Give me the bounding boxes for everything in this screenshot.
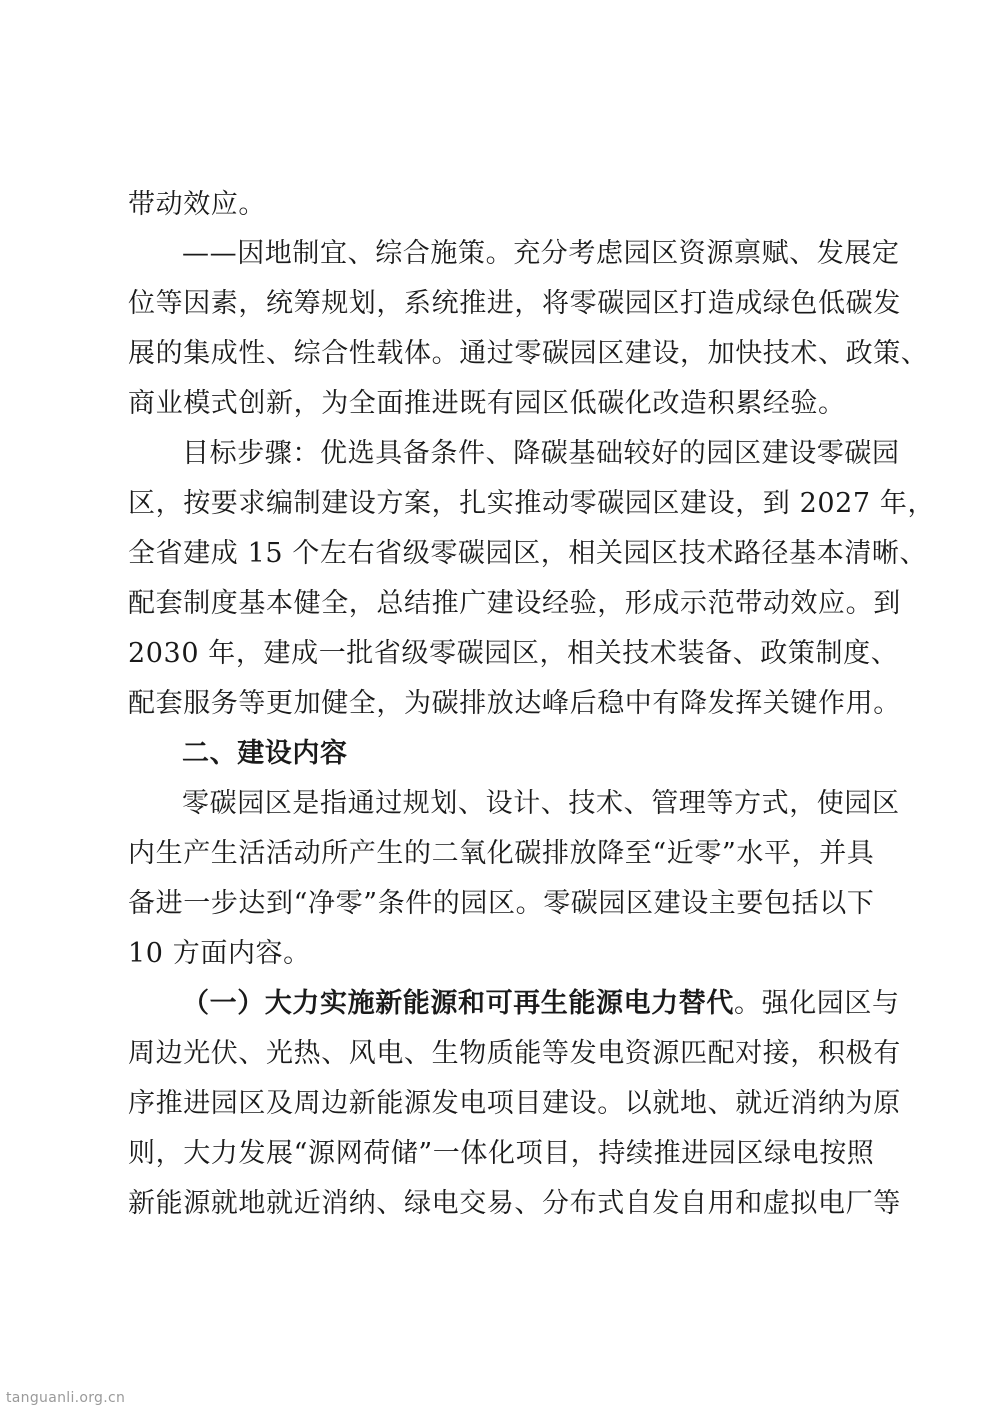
paragraph-line: 序推进园区及周边新能源发电项目建设。以就地、就近消纳为原 — [128, 1088, 901, 1119]
subheading-continuation: 。强化园区与 — [734, 988, 900, 1019]
paragraph-line: 内生产生活活动所产生的二氧化碳排放降至“近零”水平，并具 — [128, 838, 875, 869]
paragraph-line: 带动效应。 — [128, 189, 266, 220]
paragraph-line: 全省建成 15 个左右省级零碳园区，相关园区技术路径基本清晰、 — [128, 538, 928, 569]
paragraph-line: 零碳园区是指通过规划、设计、技术、管理等方式，使园区 — [182, 788, 900, 819]
paragraph-line: ——因地制宜、综合施策。充分考虑园区资源禀赋、发展定 — [182, 238, 900, 269]
paragraph-line: 备进一步达到“净零”条件的园区。零碳园区建设主要包括以下 — [128, 888, 875, 919]
paragraph-line: 则，大力发展“源网荷储”一体化项目，持续推进园区绿电按照 — [128, 1138, 875, 1169]
paragraph-line: 区，按要求编制建设方案，扎实推动零碳园区建设，到 2027 年， — [128, 488, 936, 519]
paragraph-line: 2030 年，建成一批省级零碳园区，相关技术装备、政策制度、 — [128, 638, 899, 669]
paragraph-line: 新能源就地就近消纳、绿电交易、分布式自发自用和虚拟电厂等 — [128, 1188, 901, 1219]
paragraph-line: 配套服务等更加健全，为碳排放达峰后稳中有降发挥关键作用。 — [128, 688, 901, 719]
paragraph-line: 位等因素，统筹规划，系统推进，将零碳园区打造成绿色低碳发 — [128, 288, 901, 319]
paragraph-line: 商业模式创新，为全面推进既有园区低碳化改造积累经验。 — [128, 388, 846, 419]
site-watermark: tanguanli.org.cn — [6, 1390, 126, 1406]
subheading-line — [182, 986, 900, 1022]
subheading-title: （一）大力实施新能源和可再生能源电力替代 — [182, 988, 734, 1019]
section-heading: 二、建设内容 — [182, 738, 348, 769]
paragraph-line: 10 方面内容。 — [128, 938, 311, 969]
paragraph-line: 展的集成性、综合性载体。通过零碳园区建设，加快技术、政策、 — [128, 338, 929, 369]
paragraph-line: 配套制度基本健全，总结推广建设经验，形成示范带动效应。到 — [128, 588, 901, 619]
paragraph-line: 目标步骤：优选具备条件、降碳基础较好的园区建设零碳园 — [182, 438, 900, 469]
paragraph-line: 周边光伏、光热、风电、生物质能等发电资源匹配对接，积极有 — [128, 1038, 901, 1069]
